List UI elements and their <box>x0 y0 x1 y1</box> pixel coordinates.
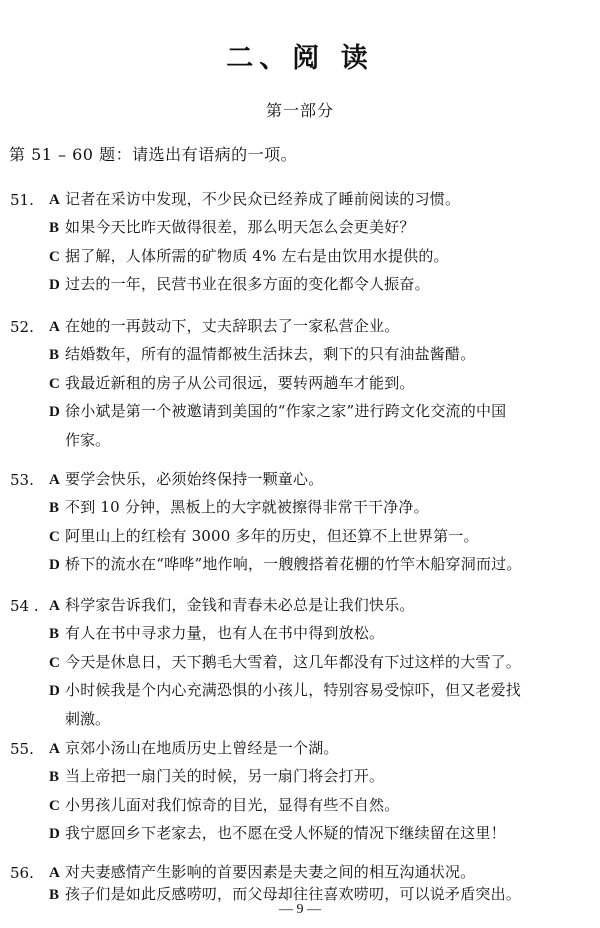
option-text-continuation: 刺激。 <box>65 710 111 728</box>
option-text: 我最近新租的房子从公司很远，要转两趟车才能到。 <box>65 374 415 392</box>
option-letter: A <box>49 741 60 757</box>
option-text: 据了解，人体所需的矿物质 4% 左右是由饮用水提供的。 <box>65 247 449 265</box>
option-letter: B <box>49 220 60 236</box>
section-title: 二、阅 读 <box>226 43 374 74</box>
option-letter: C <box>49 798 60 814</box>
option-text: 孩子们是如此反感唠叨，而父母却往往喜欢唠叨，可以说矛盾突出。 <box>65 885 522 903</box>
option-b <box>49 340 589 369</box>
question-number: 51. <box>10 191 34 209</box>
option-b <box>49 762 589 791</box>
option-text: 结婚数年，所有的温情都被生活抹去，剩下的只有油盐酱醋。 <box>65 345 476 363</box>
option-d <box>49 397 589 454</box>
option-letter: B <box>49 769 60 785</box>
option-d <box>49 676 589 733</box>
option-d <box>49 270 589 299</box>
option-letter: A <box>49 865 60 881</box>
option-letter: D <box>49 277 60 293</box>
option-text-continuation: 作家。 <box>65 431 111 449</box>
option-text: 有人在书中寻求力量，也有人在书中得到放松。 <box>65 624 385 642</box>
option-text: 记者在采访中发现，不少民众已经养成了睡前阅读的习惯。 <box>65 190 461 208</box>
page-number: — 9 — <box>279 902 321 917</box>
option-letter: C <box>49 376 60 392</box>
option-text: 小男孩儿面对我们惊奇的目光，显得有些不自然。 <box>65 796 400 814</box>
option-d <box>49 819 589 848</box>
option-b <box>49 493 589 522</box>
option-text: 徐小斌是第一个被邀请到美国的“作家之家”进行跨文化交流的中国 <box>65 402 507 420</box>
option-text: 对夫妻感情产生影响的首要因素是夫妻之间的相互沟通状况。 <box>65 863 476 881</box>
option-text: 过去的一年，民营书业在很多方面的变化都令人振奋。 <box>65 275 430 293</box>
option-text: 小时候我是个内心充满恐惧的小孩儿，特别容易受惊吓，但又老爱找 <box>65 681 522 699</box>
option-c <box>49 522 589 551</box>
option-b <box>49 619 589 648</box>
option-c <box>49 242 589 271</box>
option-letter: A <box>49 472 60 488</box>
option-text: 阿里山上的红桧有 3000 多年的历史，但还算不上世界第一。 <box>65 527 479 545</box>
question-number: 56. <box>10 864 34 882</box>
option-text: 京郊小汤山在地质历史上曾经是一个湖。 <box>65 739 339 757</box>
instruction-text: 第 51 – 60 题：请选出有语病的一项。 <box>9 145 298 164</box>
option-letter: C <box>49 529 60 545</box>
option-text: 在她的一再鼓动下，丈夫辞职去了一家私营企业。 <box>65 317 400 335</box>
option-text: 要学会快乐，必须始终保持一颗童心。 <box>65 470 324 488</box>
option-a <box>49 591 589 620</box>
option-text: 不到 10 分钟，黑板上的大字就被擦得非常干干净净。 <box>65 498 429 516</box>
option-d <box>49 550 589 579</box>
option-letter: D <box>49 826 60 842</box>
question-number: 54 . <box>10 597 39 615</box>
option-a <box>49 312 589 341</box>
option-letter: D <box>49 557 60 573</box>
option-c <box>49 791 589 820</box>
option-a <box>49 465 589 494</box>
option-letter: D <box>49 404 60 420</box>
option-letter: A <box>49 598 60 614</box>
question-number: 53. <box>10 471 34 489</box>
option-c <box>49 369 589 398</box>
option-text: 今天是休息日，天下鹅毛大雪着，这几年都没有下过这样的大雪了。 <box>65 653 522 671</box>
option-text: 我宁愿回乡下老家去，也不愿在受人怀疑的情况下继续留在这里！ <box>65 824 506 842</box>
option-text: 科学家告诉我们，金钱和青春未必总是让我们快乐。 <box>65 596 415 614</box>
option-letter: C <box>49 249 60 265</box>
option-text: 如果今天比昨天做得很差，那么明天怎么会更美好？ <box>65 218 415 236</box>
option-letter: B <box>49 887 60 903</box>
option-text: 当上帝把一扇门关的时候，另一扇门将会打开。 <box>65 767 385 785</box>
option-letter: C <box>49 655 60 671</box>
option-a <box>49 185 589 214</box>
option-a <box>49 734 589 763</box>
question-number: 52. <box>10 318 34 336</box>
option-b <box>49 213 589 242</box>
option-text: 桥下的流水在“哗哗”地作响，一艘艘搭着花棚的竹竿木船穿洞而过。 <box>65 555 522 573</box>
option-letter: D <box>49 683 60 699</box>
option-letter: A <box>49 319 60 335</box>
option-letter: B <box>49 500 60 516</box>
option-letter: A <box>49 192 60 208</box>
option-letter: B <box>49 347 60 363</box>
part-title: 第一部分 <box>265 101 334 120</box>
question-number: 55. <box>10 740 34 758</box>
option-c <box>49 648 589 677</box>
option-letter: B <box>49 626 60 642</box>
